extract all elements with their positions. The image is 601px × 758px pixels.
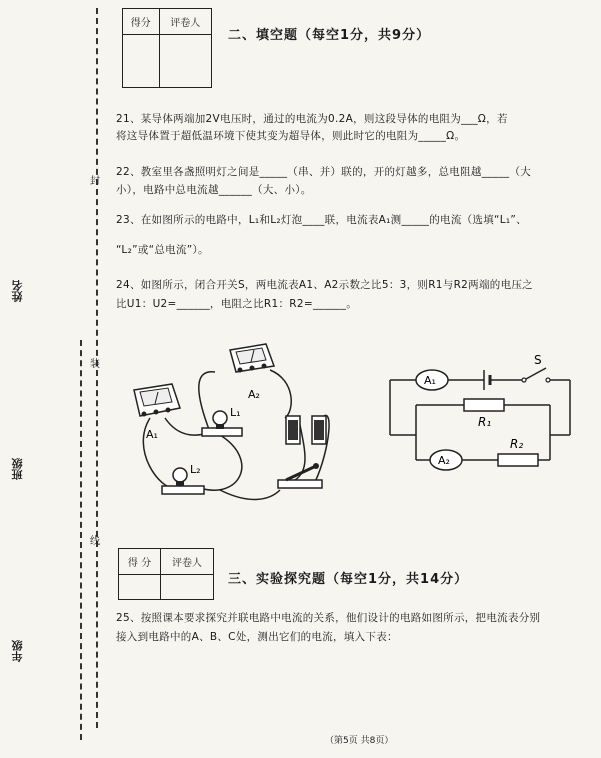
score-cell-s3[interactable] — [119, 575, 161, 600]
a1-symbol-label: A₁ — [424, 374, 436, 387]
a2-symbol-label: A₂ — [438, 454, 450, 467]
grade-label: 年级 — [11, 640, 24, 662]
r2-label: R₂ — [510, 437, 524, 451]
q22-line2: 小），电路中总电流越______（大、小）。 — [116, 184, 312, 196]
q23-line2: “L₂”或“总电流”）。 — [116, 244, 209, 256]
ammeter-a2 — [230, 344, 274, 373]
r1-label: R₁ — [478, 415, 492, 429]
score-table-section2 — [122, 8, 212, 88]
battery-cells — [286, 416, 326, 444]
class-label: 班级 — [11, 458, 24, 480]
binding-line-lower — [80, 340, 82, 740]
seal-char-2: 装 — [90, 359, 100, 370]
grader-header-s3: 评卷人 — [161, 549, 214, 575]
grader-cell-s3[interactable] — [161, 575, 214, 600]
page-number: （第5页 共8页） — [325, 736, 394, 746]
r1-resistor — [464, 399, 504, 411]
score-header-s3: 得 分 — [119, 549, 161, 575]
q21-line2: 将这导体置于超低温环境下使其变为超导体，则此时它的电阻为_____Ω。 — [116, 130, 466, 142]
name-label: 姓名 — [11, 280, 24, 302]
section2-title: 二、填空题（每空1分，共9分） — [228, 28, 431, 43]
seal-char-1: 封 — [90, 176, 100, 187]
switch-blade — [526, 368, 546, 379]
seal-char-3: 线 — [90, 536, 100, 547]
a1-label: A₁ — [146, 428, 158, 441]
q25-line1: 25、按照课本要求探究并联电路中电流的关系，他们设计的电路如图所示，把电流表分别 — [116, 612, 541, 624]
section3-title: 三、实验探究题（每空1分，共14分） — [228, 572, 469, 587]
score-table-section3 — [118, 548, 214, 600]
q24-line2: 比U1：U2=______，电阻之比R1：R2=______。 — [116, 298, 358, 310]
battery-symbol — [484, 370, 490, 390]
a2-label: A₂ — [248, 388, 260, 401]
ammeter-a1 — [134, 384, 180, 417]
s-label: S — [534, 353, 542, 367]
grader-header: 评卷人 — [159, 9, 211, 35]
q24-line1: 24、如图所示，闭合开关S，两电流表A1、A2示数之比5：3，则R1与R2两端的电压之 — [116, 279, 533, 291]
q23-line1: 23、在如图所示的电路中，L₁和L₂灯泡____联，电流表A₁测_____的电流（选填“L₁”、 — [116, 214, 527, 226]
q22-line1: 22、教室里各盏照明灯之间是_____（串、并）联的，开的灯越多，总电阻越_____（大 — [116, 166, 532, 178]
r2-resistor — [498, 454, 538, 466]
q25-line2: 接入到电路中的A、B、C处，测出它们的电流，填入下表： — [116, 631, 398, 643]
grader-cell[interactable] — [159, 35, 211, 88]
l2-label: L₂ — [190, 463, 201, 476]
physical-circuit-figure — [120, 340, 350, 510]
score-header: 得分 — [123, 9, 160, 35]
circuit-diagram — [380, 350, 580, 480]
score-cell[interactable] — [123, 35, 160, 88]
q21-line1: 21、某导体两端加2V电压时，通过的电流为0.2A，则这段导体的电阻为___Ω，若 — [116, 113, 508, 125]
l1-label: L₁ — [230, 406, 241, 419]
